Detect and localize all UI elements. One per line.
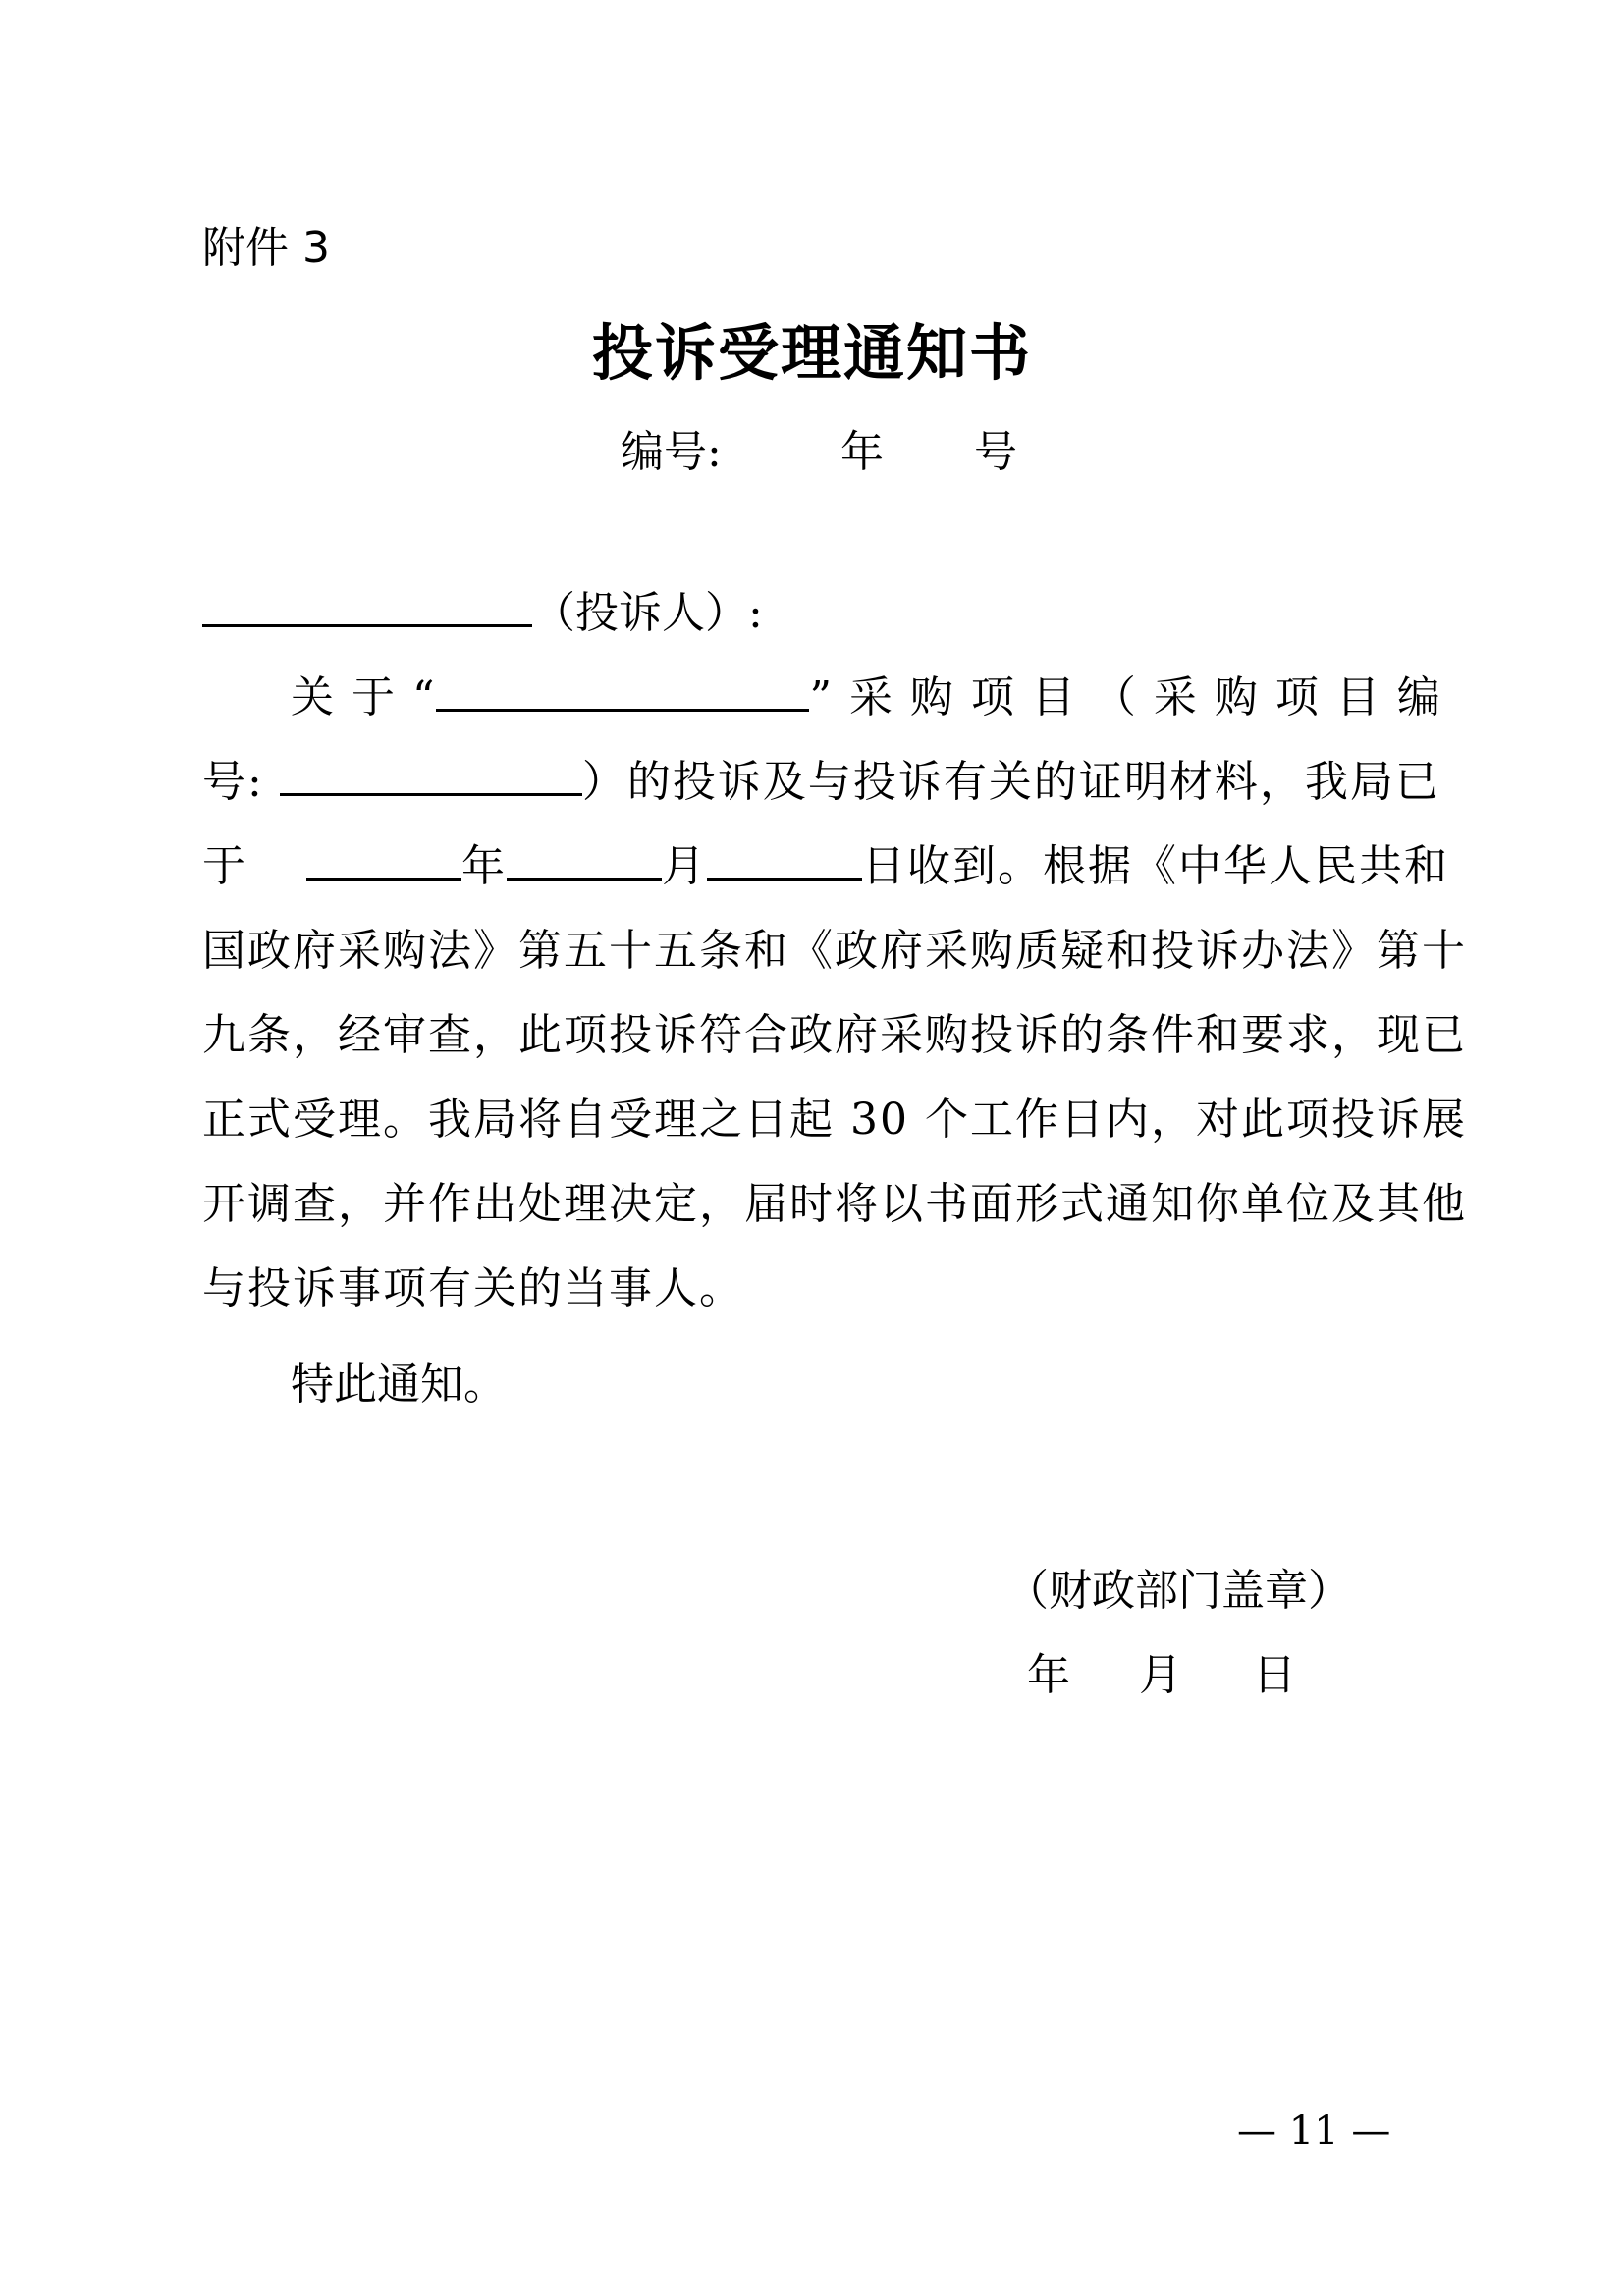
received-year-blank[interactable] bbox=[306, 838, 461, 881]
body-line-3-year: 年 bbox=[461, 841, 507, 891]
body-line-5: 九条，经审查，此项投诉符合政府采购投诉的条件和要求，现已 bbox=[202, 1010, 1467, 1060]
body-line-4: 国政府采购法》第五十五条和《政府采购质疑和投诉办法》第十 bbox=[202, 926, 1467, 976]
addressee-line bbox=[202, 583, 763, 644]
body-line-2-a: 号: bbox=[202, 757, 264, 807]
received-day-blank[interactable] bbox=[707, 838, 862, 881]
attachment-label: 附件 3 bbox=[202, 223, 330, 273]
received-month-blank[interactable] bbox=[507, 838, 662, 881]
body-line-1 bbox=[291, 667, 1442, 728]
body-line-1-a: 关 于 “ bbox=[291, 672, 437, 722]
project-name-blank[interactable] bbox=[436, 669, 809, 712]
closing-text: 特此通知。 bbox=[291, 1360, 507, 1410]
addressee-text: （投诉人）: bbox=[532, 588, 763, 638]
body-line-3 bbox=[202, 836, 1449, 897]
body-line-6: 正式受理。我局将自受理之日起 30 个工作日内，对此项投诉展 bbox=[202, 1095, 1467, 1145]
body-line-8: 与投诉事项有关的当事人。 bbox=[202, 1263, 744, 1313]
complainant-blank[interactable] bbox=[202, 585, 532, 627]
body-line-2 bbox=[202, 752, 1440, 813]
body-line-1-b: ” 采 购 项 目 （ 采 购 项 目 编 bbox=[809, 672, 1442, 722]
page-number: — 11 — bbox=[1237, 2109, 1391, 2154]
body-line-3-a: 于 bbox=[202, 841, 247, 891]
date-year: 年 bbox=[1027, 1650, 1070, 1700]
body-line-7: 开调查，并作出处理决定，届时将以书面形式通知你单位及其他 bbox=[202, 1179, 1467, 1229]
project-number-blank[interactable] bbox=[280, 754, 582, 796]
doc-number-label: 编号: bbox=[621, 427, 722, 477]
date-month: 月 bbox=[1139, 1650, 1182, 1700]
body-line-2-b: ）的投诉及与投诉有关的证明材料，我局已 bbox=[581, 757, 1440, 807]
doc-number-no: 号 bbox=[974, 427, 1017, 477]
body-line-3-month: 月 bbox=[662, 841, 707, 891]
seal-label: （财政部门盖章） bbox=[1005, 1566, 1351, 1616]
date-day: 日 bbox=[1253, 1650, 1296, 1700]
body-line-3-day: 日收到。根据《中华人民共和 bbox=[862, 841, 1449, 891]
document-title: 投诉受理通知书 bbox=[591, 317, 1032, 389]
doc-number-year: 年 bbox=[840, 427, 884, 477]
